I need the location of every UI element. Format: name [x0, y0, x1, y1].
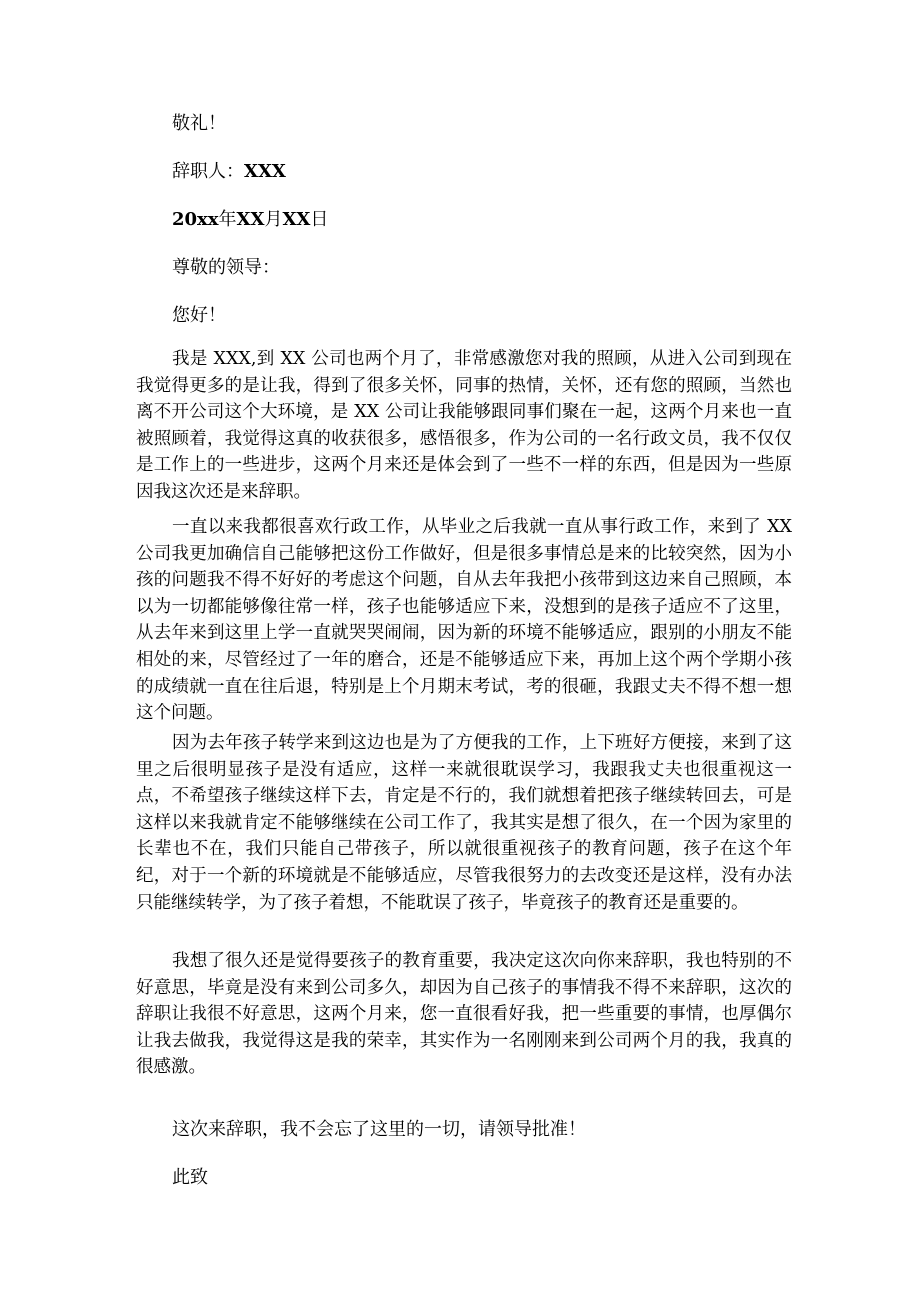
body-paragraph-3: 因为去年孩子转学来到这边也是为了方便我的工作，上下班好方便接，来到了这里之后很明显孩子是没有适应，这样一来就很耽误学习，我跟我丈夫也很重视这一点，不希望孩子继续这样下去，肯定是不行的，我们就想着把孩子继续转回去，可是这样以来我就肯定不能够继续在公司工作了，我其实是想了很久，在一个因为家里的长辈也不在，我们只能自己带孩子，所以就很重视孩子的教育问题，孩子在这个年纪，对于一个新的环境就是不能够适应，尽管我很努力的去改变还是这样，没有办法只能继续转学，为了孩子着想，不能耽误了孩子，毕竟孩子的教育还是重要的。	[136, 733, 792, 913]
date-day-unit: 日	[310, 209, 329, 230]
body-paragraph-4: 我想了很久还是觉得要孩子的教育重要，我决定这次向你来辞职，我也特别的不好意思，毕竟是没有来到公司多久，却因为自己孩子的事情我不得不来辞职，这次的辞职让我很不好意思，这两个月来，您一直很看好我，把一些重要的事情，也厚偶尔让我去做我，我觉得这是我的荣幸，其实作为一名刚刚来到公司两个月的我，我真的很感激。	[136, 951, 792, 1078]
date-line	[172, 208, 328, 232]
date-day: XX	[282, 209, 311, 230]
signer-label: 辞职人：	[172, 161, 244, 182]
date-year-unit: 年	[218, 209, 237, 230]
final-request: 这次来辞职，我不会忘了这里的一切，请领导批准！	[172, 1119, 586, 1140]
signer-name: XXX	[244, 161, 286, 182]
date-month-unit: 月	[264, 209, 283, 230]
signer-line	[172, 160, 286, 184]
greeting: 您好！	[172, 305, 226, 326]
closing-salute: 敬礼！	[172, 113, 226, 134]
salutation: 尊敬的领导：	[172, 257, 280, 278]
body-paragraph-2: 一直以来我都很喜欢行政工作，从毕业之后我就一直从事行政工作，来到了 XX 公司我更加确信自己能够把这份工作做好，但是很多事情总是来的比较突然，因为小孩的问题我不得不好好的考虑这个问题，自从去年我把小孩带到这边来自己照顾，本以为一切都能够像往常一样，孩子也能够适应下来，没想到的是孩子适应不了这里，从去年来到这里上学一直就哭哭闹闹，因为新的环境不能够适应，跟别的小朋友不能相处的来，尽管经过了一年的磨合，还是不能够适应下来，再加上这个两个学期小孩的成绩就一直在往后退，特别是上个月期末考试，考的很砸，我跟丈夫不得不想一想这个问题。	[136, 517, 792, 724]
date-year: 20xx	[172, 209, 219, 230]
date-month: XX	[236, 209, 265, 230]
body-paragraph-1: 我是 XXX,到 XX 公司也两个月了，非常感激您对我的照顾，从进入公司到现在我觉得更多的是让我，得到了很多关怀，同事的热情，关怀，还有您的照顾，当然也离不开公司这个大环境，是 XX 公司让我能够跟同事们聚在一起，这两个月来也一直被照顾着，我觉得这真的收获很多，感悟很多，作为公司的一名行政文员，我不仅仅是工作上的一些进步，这两个月来还是体会到了一些不一样的东西，但是因为一些原因我这次还是来辞职。	[136, 349, 792, 502]
closing: 此致	[172, 1167, 208, 1188]
